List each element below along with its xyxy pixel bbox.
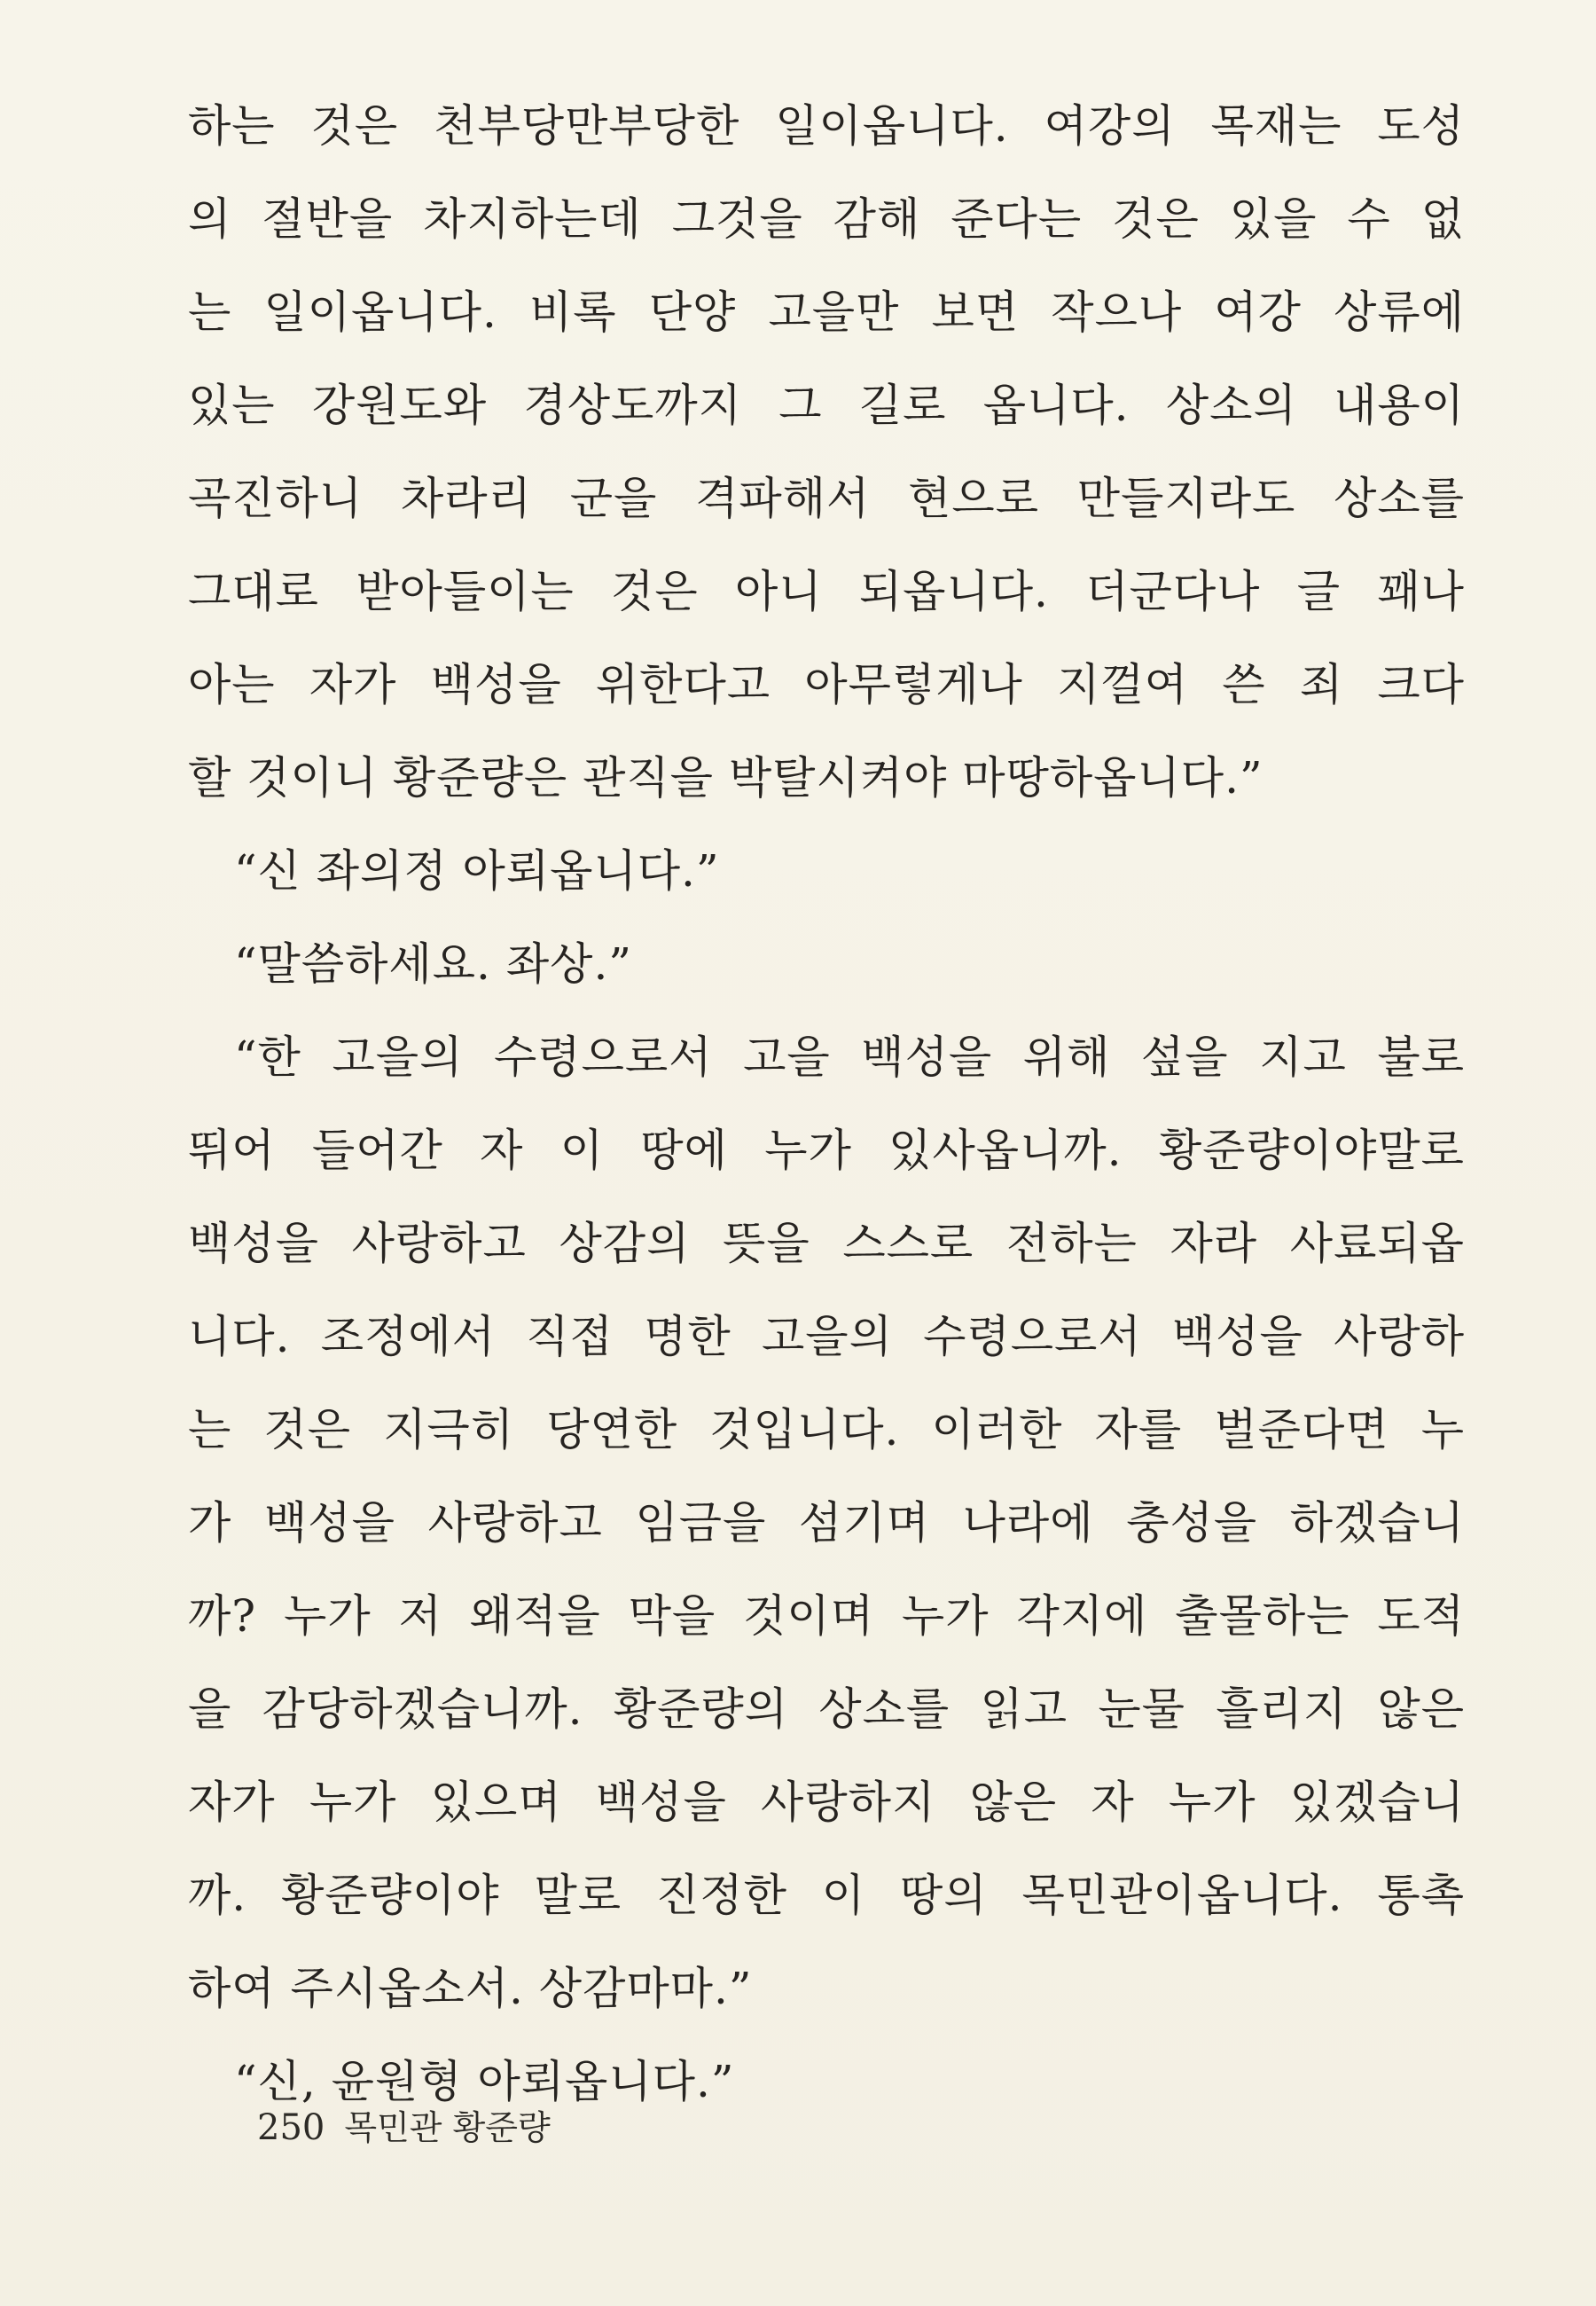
text-line: 는 일이옵니다. 비록 단양 고을만 보면 작으나 여강 상류에 <box>188 286 1465 338</box>
text-line: 뛰어 들어간 자 이 땅에 누가 있사옵니까. 황준량이야말로 <box>188 1125 1465 1176</box>
dialogue-line: “신, 윤원형 아뢰옵니다.” <box>234 2056 735 2107</box>
running-title: 목민관 황준량 <box>344 2108 551 2147</box>
text-line: 하는 것은 천부당만부당한 일이옵니다. 여강의 목재는 도성 <box>188 100 1465 152</box>
text-line: 아는 자가 백성을 위한다고 아무렇게나 지껄여 쓴 죄 크다 <box>188 659 1465 710</box>
page-number: 250 <box>257 2107 325 2148</box>
text-line: 니다. 조정에서 직접 명한 고을의 수령으로서 백성을 사랑하 <box>188 1311 1465 1362</box>
text-line: 할 것이니 황준량은 관직을 박탈시켜야 마땅하옵니다.” <box>188 752 1264 804</box>
text-line: 그대로 받아들이는 것은 아니 되옵니다. 더군다나 글 꽤나 <box>188 566 1465 617</box>
text-line: 곡진하니 차라리 군을 격파해서 현으로 만들지라도 상소를 <box>188 473 1465 524</box>
text-line: 가 백성을 사랑하고 임금을 섬기며 나라에 충성을 하겠습니 <box>188 1497 1465 1549</box>
dialogue-line: “한 고을의 수령으로서 고을 백성을 위해 섶을 지고 불로 <box>234 1031 1465 1083</box>
text-line: 까? 누가 저 왜적을 막을 것이며 누가 각지에 출몰하는 도적 <box>188 1590 1465 1642</box>
text-line: 는 것은 지극히 당연한 것입니다. 이러한 자를 벌준다면 누 <box>188 1404 1465 1455</box>
page-footer <box>257 2100 551 2149</box>
body-text <box>188 80 1465 2129</box>
dialogue-line: “신 좌의정 아뢰옵니다.” <box>234 845 720 897</box>
text-line: 있는 강원도와 경상도까지 그 길로 옵니다. 상소의 내용이 <box>188 380 1465 431</box>
dialogue-line: “말씀하세요. 좌상.” <box>234 938 632 990</box>
text-line: 까. 황준량이야 말로 진정한 이 땅의 목민관이옵니다. 통촉 <box>188 1870 1465 1921</box>
text-line: 을 감당하겠습니까. 황준량의 상소를 읽고 눈물 흘리지 않은 <box>188 1683 1465 1735</box>
text-line: 하여 주시옵소서. 상감마마.” <box>188 1963 753 2014</box>
text-line: 백성을 사랑하고 상감의 뜻을 스스로 전하는 자라 사료되옵 <box>188 1218 1465 1269</box>
text-line: 의 절반을 차지하는데 그것을 감해 준다는 것은 있을 수 없 <box>188 193 1465 245</box>
text-line: 자가 누가 있으며 백성을 사랑하지 않은 자 누가 있겠습니 <box>188 1777 1465 1828</box>
